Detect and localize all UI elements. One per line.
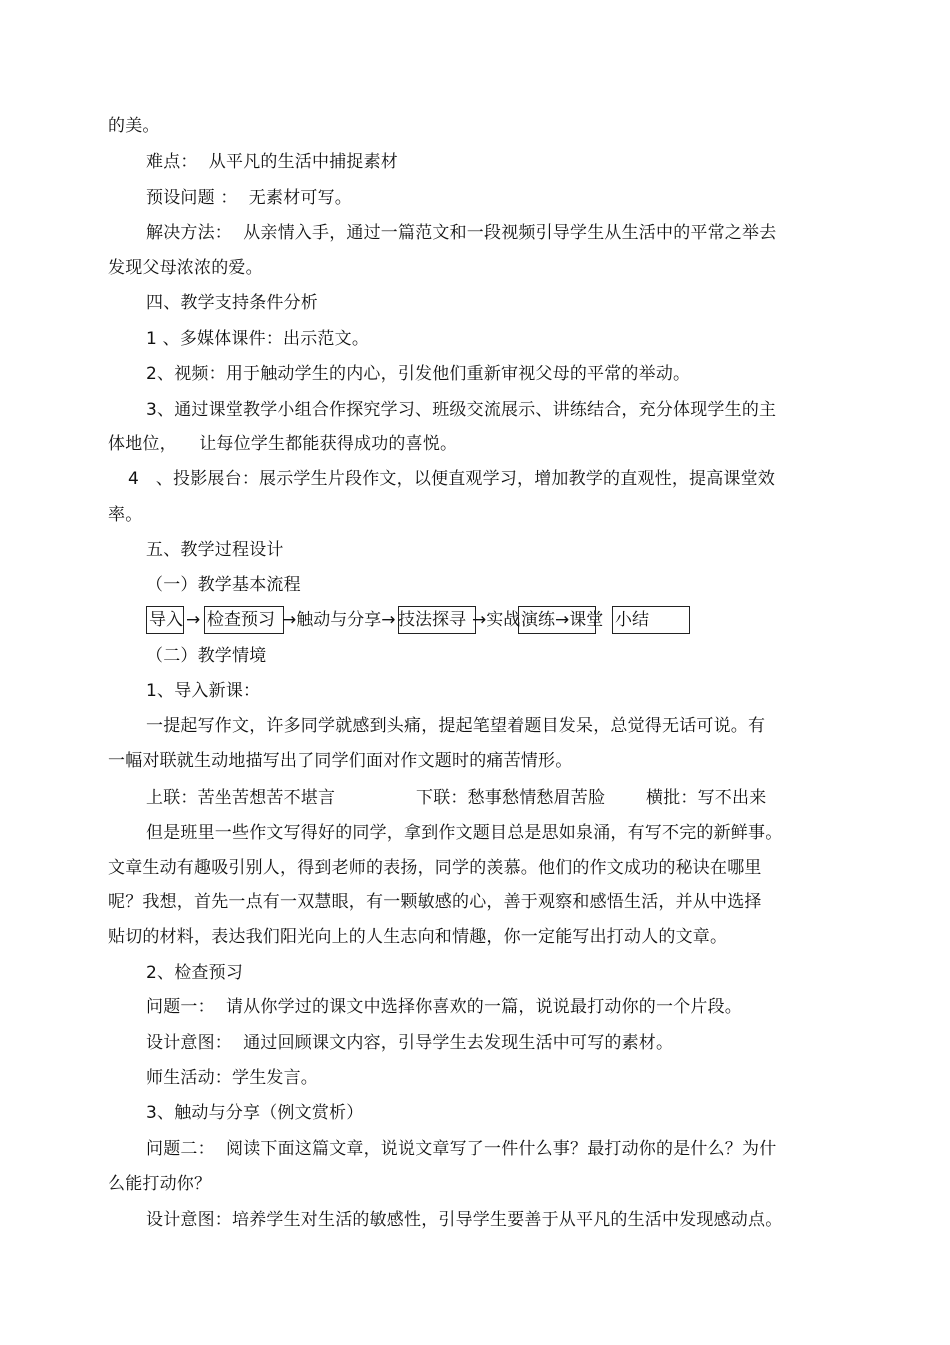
subsection-heading: （二）教学情境 bbox=[146, 646, 267, 666]
text-line: 率。 bbox=[108, 505, 143, 525]
text-line: 3、通过课堂教学小组合作探究学习、班级交流展示、讲练结合，充分体现学生的主 bbox=[146, 400, 777, 420]
text-line: 文章生动有趣吸引别人，得到老师的表扬，同学的羡慕。他们的作文成功的秘诀在哪里 bbox=[108, 858, 762, 878]
text-line: 3、触动与分享（例文赏析） bbox=[146, 1103, 364, 1123]
flow-step-summary: 小结 bbox=[615, 610, 649, 630]
flow-step-practice-a: →实战 bbox=[472, 610, 521, 630]
text-line: 2、检查预习 bbox=[146, 963, 244, 983]
subsection-heading: （一）教学基本流程 bbox=[146, 575, 301, 595]
text-line: 一幅对联就生动地描写出了同学们面对作文题时的痛苦情形。 bbox=[108, 751, 573, 771]
text-line: 一提起写作文，许多同学就感到头痛，提起笔望着题目发呆，总觉得无话可说。有 bbox=[146, 716, 766, 736]
text-line: 设计意图： 通过回顾课文内容，引导学生去发现生活中可写的素材。 bbox=[146, 1033, 674, 1053]
flow-step-skill: 技法探寻 bbox=[398, 610, 466, 630]
section-heading: 四、教学支持条件分析 bbox=[146, 293, 318, 313]
flow-step-intro: 导入 bbox=[149, 610, 183, 630]
text-line: 的美。 bbox=[108, 116, 160, 136]
text-line: 1、导入新课： bbox=[146, 681, 261, 701]
text-line: 预设问题 ： 无素材可写。 bbox=[146, 188, 353, 208]
flow-step-class: →课堂 bbox=[555, 610, 604, 630]
flow-step-share: →触动与分享→ bbox=[282, 610, 396, 630]
text-line: 解决方法： 从亲情入手，通过一篇范文和一段视频引导学生从生活中的平常之举去 bbox=[146, 223, 777, 243]
section-heading: 五、教学过程设计 bbox=[146, 540, 284, 560]
text-line: 贴切的材料，表达我们阳光向上的人生志向和情趣，你一定能写出打动人的文章。 bbox=[108, 927, 728, 947]
text-line: 4 、投影展台：展示学生片段作文，以便直观学习，增加教学的直观性，提高课堂效 bbox=[128, 469, 776, 489]
text-line: 么能打动你？ bbox=[108, 1174, 212, 1194]
text-line: 师生活动：学生发言。 bbox=[146, 1068, 318, 1088]
couplet-lower: 下联：愁事愁情愁眉苦脸 bbox=[416, 788, 606, 808]
couplet-horizontal: 横批：写不出来 bbox=[646, 788, 767, 808]
flow-step-check: 检查预习 bbox=[207, 610, 275, 630]
text-line: 问题二： 阅读下面这篇文章，说说文章写了一件什么事？最打动你的是什么？为什 bbox=[146, 1139, 777, 1159]
text-line: 发现父母浓浓的爱。 bbox=[108, 258, 263, 278]
couplet-upper: 上联：苦坐苦想苦不堪言 bbox=[146, 788, 336, 808]
flow-step-practice-b: 演练 bbox=[521, 610, 555, 630]
text-line: 1 、多媒体课件：出示范文。 bbox=[146, 329, 370, 349]
text-line: 呢？我想，首先一点有一双慧眼，有一颗敏感的心，善于观察和感悟生活，并从中选择 bbox=[108, 892, 762, 912]
teaching-flow-chart bbox=[146, 606, 706, 634]
flow-arrow: → bbox=[186, 610, 201, 630]
text-line: 难点： 从平凡的生活中捕捉素材 bbox=[146, 152, 399, 172]
text-line: 2、视频：用于触动学生的内心，引发他们重新审视父母的平常的举动。 bbox=[146, 364, 691, 384]
text-line: 设计意图：培养学生对生活的敏感性，引导学生要善于从平凡的生活中发现感动点。 bbox=[146, 1210, 783, 1230]
text-line: 体地位， 让每位学生都能获得成功的喜悦。 bbox=[108, 434, 458, 454]
text-line: 问题一： 请从你学过的课文中选择你喜欢的一篇，说说最打动你的一个片段。 bbox=[146, 997, 743, 1017]
text-line: 但是班里一些作文写得好的同学，拿到作文题目总是思如泉涌，有写不完的新鲜事。 bbox=[146, 823, 783, 843]
